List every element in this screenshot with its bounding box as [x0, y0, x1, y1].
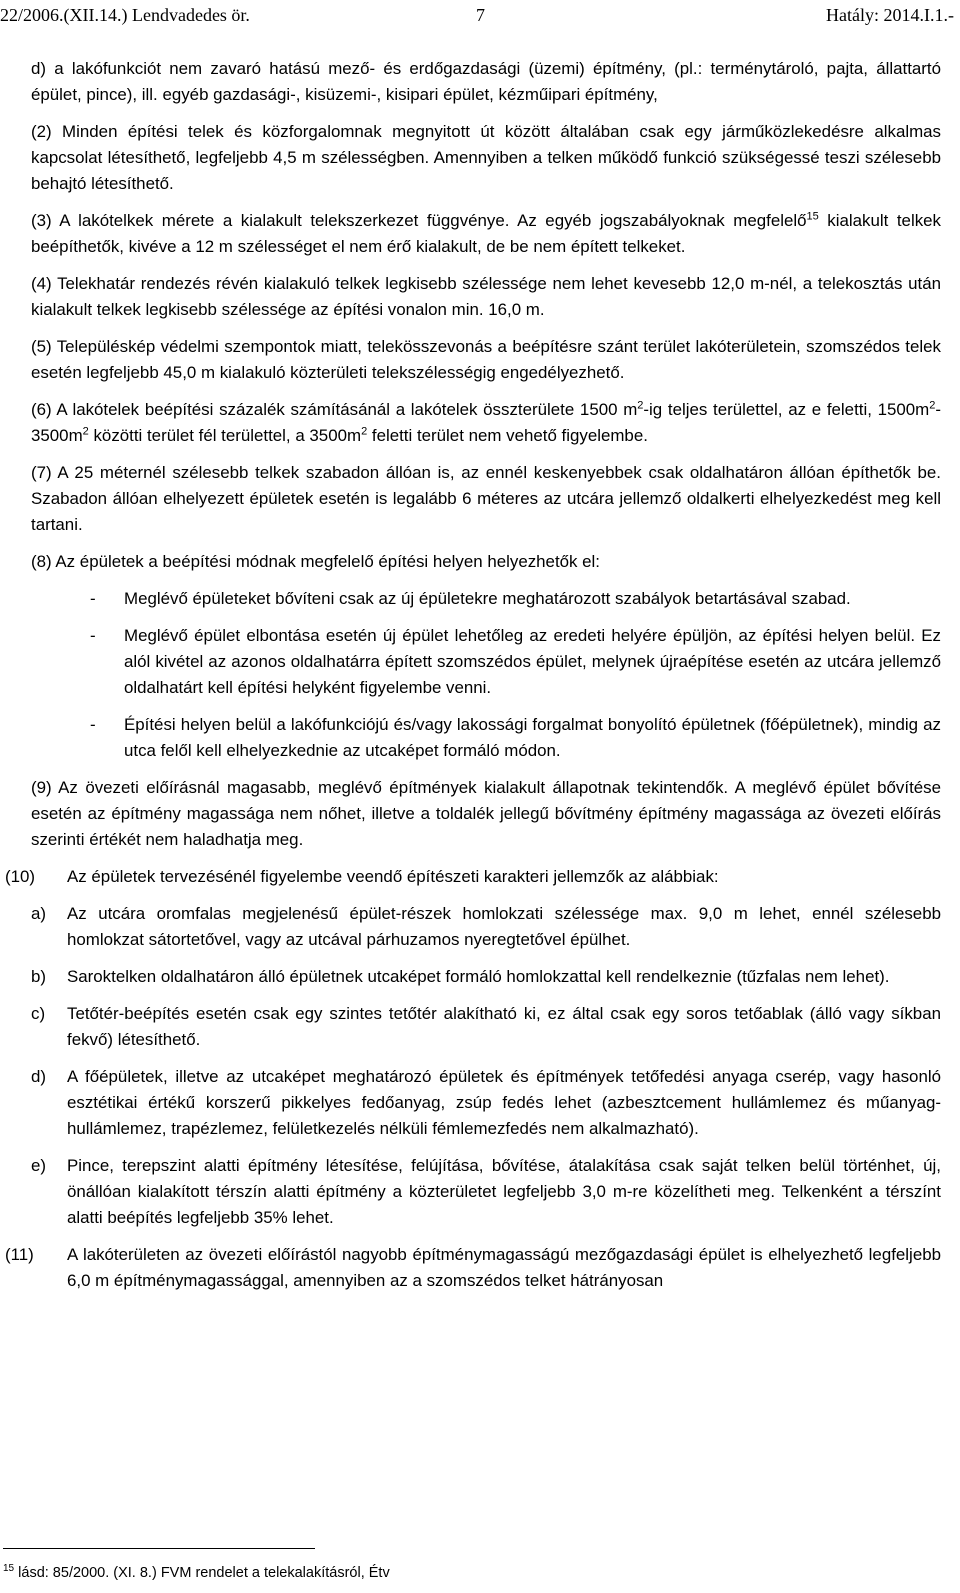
- footnote-number: 15: [3, 1563, 15, 1575]
- list-item: [90, 586, 941, 612]
- superscript: 2: [637, 399, 644, 412]
- p6-text-e: feletti terület nem vehető figyelembe.: [367, 426, 648, 445]
- list-item: [90, 623, 941, 701]
- paragraph-d: d) a lakófunkciót nem zavaró hatású mező- és erdőgazdasági (üzemi) építmény, (pl.: terménytároló, pajta, állattartó épület, pince), ill. egyéb gazdasági-, kisüzemi-, kisipari épület, kézműipari építmény,: [31, 59, 941, 104]
- paragraph-number: (11): [5, 1245, 34, 1264]
- footnote-ref[interactable]: 15: [806, 210, 819, 223]
- paragraph-3-text-b: kialakult telkek beépíthetők, kivéve a 12 m szélességet el nem érő kialakult, de be nem épített telkeket.: [31, 211, 941, 256]
- paragraph-5: (5) Településkép védelmi szempontok miatt, telekösszevonás a beépítésre szánt terület lakóterületein, szomszédos telek esetén legfeljebb 45,0 m kialakuló közterületi telekszélességig engedélyezhető.: [31, 337, 941, 382]
- item-letter: c): [31, 1004, 46, 1023]
- paragraph-number: (10): [5, 867, 36, 886]
- paragraph-2: (2) Minden építési telek és közforgalomnak megnyitott út között általában csak egy járműközlekedésre alkalmas kapcsolat létesíthető, legfeljebb 4,5 m szélességben. Amennyiben a telken működő funkció szükségessé teszi szélesebb behajtó létesíthető.: [31, 122, 941, 193]
- bullet-mark: -: [90, 589, 96, 608]
- p6-text-c: - 3500m: [31, 400, 942, 445]
- bullet-text: Meglévő épület elbontása esetén új épület lehetőleg az eredeti helyére épüljön, az építési helyen belül. Ez alól kivétel az azonos oldalhatárra épített szomszédos épület, melynek újraépítése esetén az utcára jellemző oldalhatárt kell építési helyként figyelembe venni.: [124, 626, 941, 697]
- footnote-text: lásd: 85/2000. (XI. 8.) FVM rendelet a telekalakításról, Étv: [14, 1565, 390, 1581]
- page-number: 7: [476, 5, 485, 25]
- paragraph-3-text-a: (3) A lakótelkek mérete a kialakult telekszerkezet függvénye. Az egyéb jogszabályoknak megfelelő: [31, 211, 807, 230]
- bullet-mark: -: [90, 715, 96, 734]
- footnote-divider: [3, 1548, 315, 1549]
- paragraph-3: [31, 208, 941, 260]
- item-text: A főépületek, illetve az utcaképet meghatározó épületek és építmények tetőfedési anyaga cserép, vagy hasonló esztétikai értékű korszerű pikkelyes fedőanyag, zsúp fedés lehet (azbesztcement hullámlemez és műanyag-hullámlemez, trapézlemez, felületkezelés nélküli fémlemezfedés nem alkalmazható).: [67, 1067, 941, 1138]
- paragraph-6: [31, 397, 941, 449]
- header-reference: 22/2006.(XII.14.) Lendvadedes ör.: [0, 5, 250, 25]
- list-item: [31, 1001, 941, 1053]
- list-item: [90, 712, 941, 764]
- item-letter: a): [31, 904, 47, 923]
- p6-text-d: közötti terület fél területtel, a 3500m: [88, 426, 362, 445]
- item-letter: b): [31, 967, 47, 986]
- page-header: [0, 2, 960, 28]
- item-text: Pince, terepszint alatti építmény létesítése, felújítása, bővítése, átalakítása csak saját telken belül történhet, új, önállóan kialakított térszín alatti építmény a közterületet legfeljebb 3,0 m-re közelítheti meg. Telkenként a térszínt alatti beépítés legfeljebb 35% lehet.: [67, 1156, 941, 1227]
- list-item: [31, 1153, 941, 1231]
- bullet-text: Meglévő épületeket bővíteni csak az új épületekre meghatározott szabályok betartásával szabad.: [124, 589, 851, 608]
- p6-text-b: -ig teljes területtel, az e feletti, 1500m: [643, 400, 930, 419]
- list-item: [31, 964, 941, 990]
- bullet-mark: -: [90, 626, 96, 645]
- bullet-text: Építési helyen belül a lakófunkciójú és/vagy lakossági forgalmat bonyolító épületnek (főépületnek), mindig az utca felől kell elhelyezkednie az utcaképet formáló módon.: [124, 715, 941, 760]
- list-item: [31, 1064, 941, 1142]
- item-letter: e): [31, 1156, 47, 1175]
- paragraph-8: (8) Az épületek a beépítési módnak megfelelő építési helyen helyezhetők el:: [31, 552, 601, 571]
- superscript: 2: [82, 425, 89, 438]
- paragraph-text: Az épületek tervezésénél figyelembe veendő építészeti karakteri jellemzők az alábbiak:: [67, 867, 719, 886]
- item-text: Az utcára oromfalas megjelenésű épület-részek homlokzati szélessége max. 9,0 m lehet, ennél szélesebb homlokzat sátortetővel, vagy az utcával párhuzamos nyeregtetővel épülhet.: [67, 904, 941, 949]
- superscript: 2: [929, 399, 936, 412]
- paragraph-11: [5, 1242, 941, 1294]
- item-text: Tetőtér-beépítés esetén csak egy szintes tetőtér alakítható ki, ez által csak egy soros tetőablak (álló vagy síkban fekvő) létesíthető.: [67, 1004, 941, 1049]
- paragraph-text: A lakóterületen az övezeti előírástól nagyobb építménymagasságú mezőgazdasági épület is elhelyezhető legfeljebb 6,0 m építménymagassággal, amennyiben az a szomszédos telket hátrányosan: [67, 1245, 941, 1290]
- paragraph-9: (9) Az övezeti előírásnál magasabb, meglévő építmények kialakult állapotnak tekintendők. A meglévő épület bővítése esetén az építmény magassága nem nőhet, illetve a toldalék jellegű bővítmény építmény magassága az övezeti előírás szerinti értékét nem haladhatja meg.: [31, 778, 941, 849]
- document-body: [5, 56, 942, 1305]
- paragraph-10: [5, 864, 941, 890]
- superscript: 2: [361, 425, 368, 438]
- list-item: [31, 901, 941, 953]
- item-text: Saroktelken oldalhatáron álló épületnek utcaképet formáló homlokzattal kell rendelkeznie (tűzfalas nem lehet).: [67, 967, 890, 986]
- p6-text-a: (6) A lakótelek beépítési százalék számításánál a lakótelek összterülete 1500 m: [31, 400, 638, 419]
- item-letter: d): [31, 1067, 47, 1086]
- footnote: [3, 1563, 390, 1583]
- paragraph-7: (7) A 25 méternél szélesebb telkek szabadon állóan is, az ennél keskenyebbek csak oldalhatáron állóan építhetők be. Szabadon állóan elhelyezett épületek esetén is legalább 6 méteres az utcára jellemző oldalkerti elhelyezkedést meg kell tartani.: [31, 463, 941, 534]
- paragraph-4: (4) Telekhatár rendezés révén kialakuló telkek legkisebb szélessége nem lehet kevesebb 12,0 m-nél, a telekosztás után kialakult telkek legkisebb szélessége az építési vonalon min. 16,0 m.: [31, 274, 941, 319]
- header-effective-date: Hatály: 2014.I.1.-: [826, 5, 954, 25]
